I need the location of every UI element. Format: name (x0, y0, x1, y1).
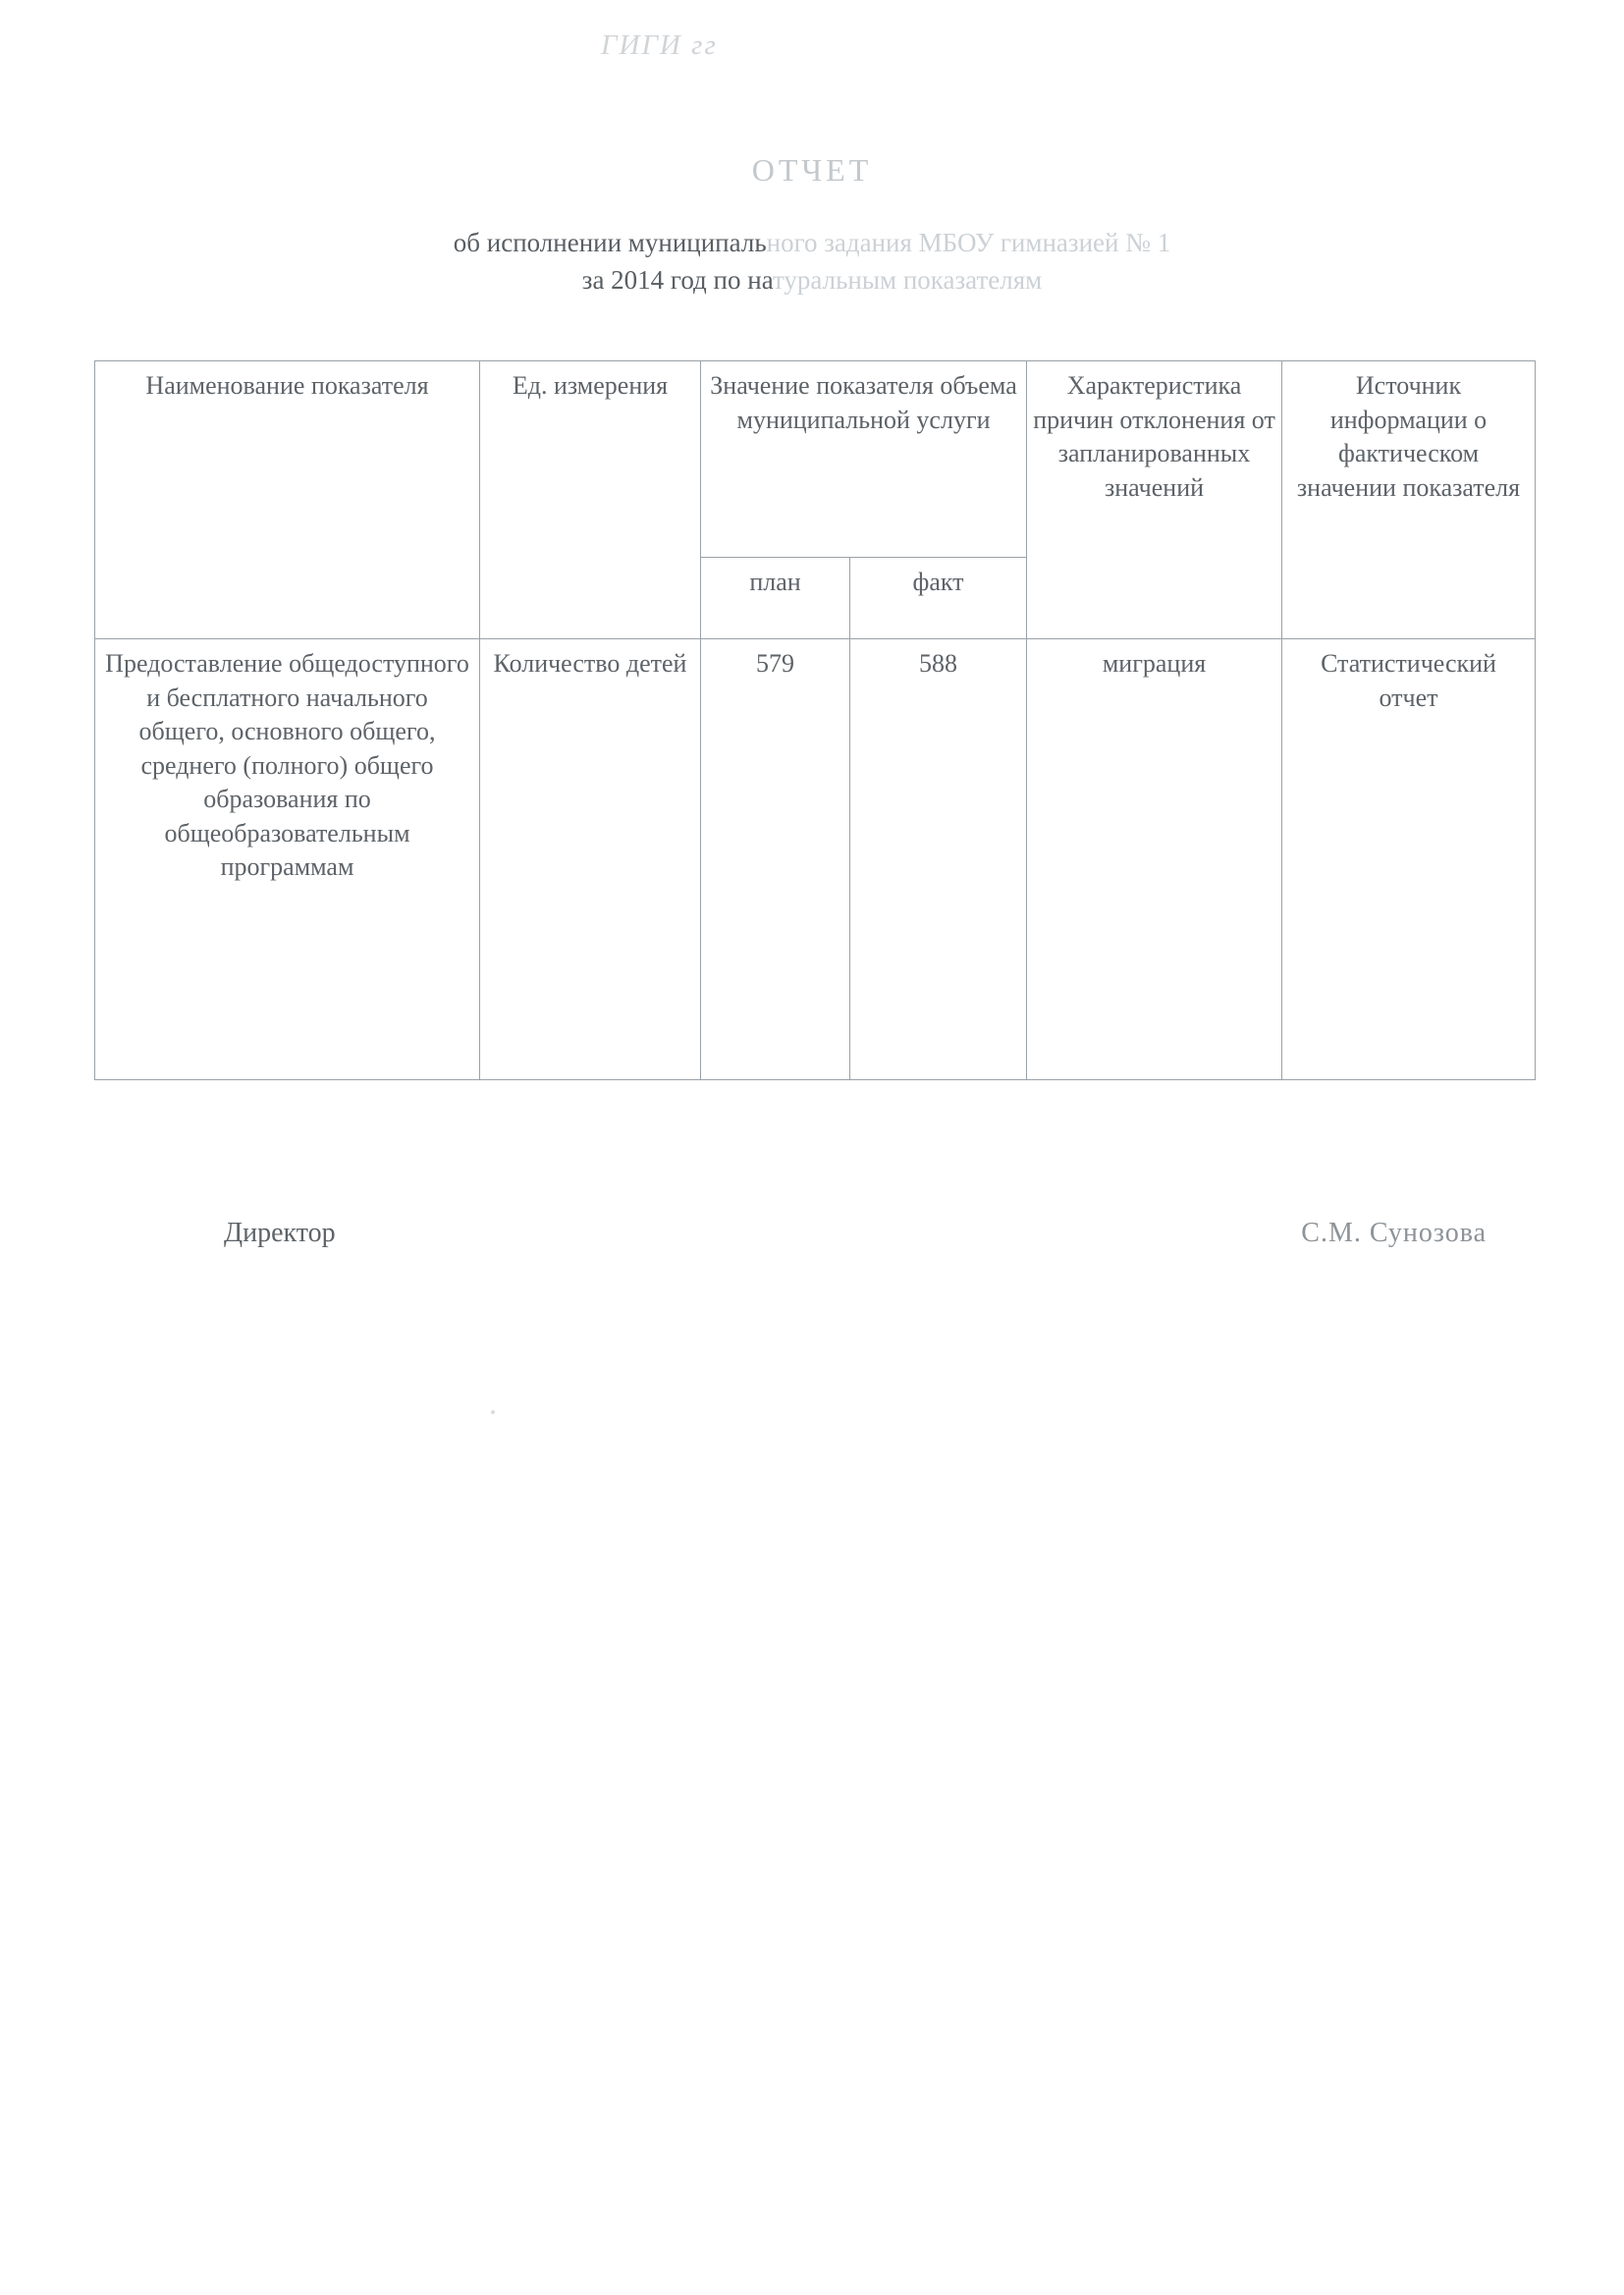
header-indicator-name: Наименование показателя (95, 361, 480, 639)
scan-speck (491, 1410, 495, 1414)
header-unit: Ед. измерения (480, 361, 701, 639)
report-table (94, 360, 1536, 1080)
subtitle-line-1-part-1: об исполнении муниципаль (453, 228, 767, 257)
header-volume-value: Значение показателя объема муниципальной услуги (701, 361, 1027, 558)
header-deviation-reason: Характеристика причин отклонения от запланированных значений (1027, 361, 1282, 639)
report-table-container (94, 360, 1535, 1080)
cell-deviation-reason: миграция (1027, 639, 1282, 1080)
cell-information-source: Статистический отчет (1282, 639, 1536, 1080)
signature-role: Директор (224, 1218, 336, 1248)
document-subtitle (0, 224, 1624, 300)
header-fact: факт (850, 558, 1027, 639)
table-row (95, 639, 1536, 1080)
table-header-row-top (95, 361, 1536, 558)
signature-row (0, 1218, 1624, 1249)
subtitle-line-2 (0, 261, 1624, 299)
subtitle-line-2-part-2: туральным показателям (772, 265, 1043, 296)
subtitle-line-2-part-1: за 2014 год по на (581, 265, 773, 296)
signature-name: С.М. Сунозова (1301, 1218, 1487, 1248)
header-information-source: Источник информации о фактическом значении показателя (1282, 361, 1536, 639)
page-title: ОТЧЕТ (751, 152, 873, 188)
cell-plan-value: 579 (701, 639, 850, 1080)
cell-fact-value: 588 (850, 639, 1027, 1080)
subtitle-line-1 (0, 224, 1624, 261)
cell-indicator-name: Предоставление общедоступного и бесплатного начального общего, основного общего, среднего (полного) общего образования по общеобразовательным программам (95, 639, 480, 1080)
cell-unit: Количество детей (480, 639, 701, 1080)
header-plan: план (701, 558, 850, 639)
scan-artifact-text: ГИГИ гг (601, 29, 718, 61)
subtitle-line-1-part-2: ного задания МБОУ гимназией № 1 (766, 228, 1171, 257)
